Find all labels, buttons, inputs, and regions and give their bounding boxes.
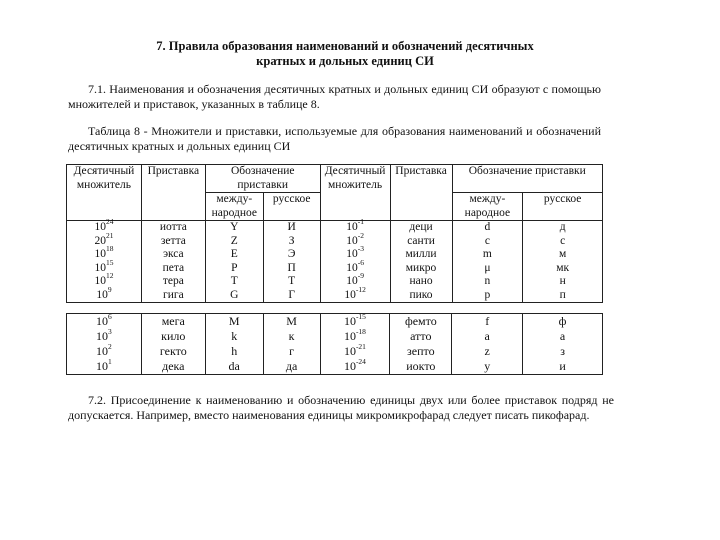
multiplier-cell: $10^{-21}$ [343, 342, 366, 358]
table-row [67, 221, 603, 303]
multiplier-cell: $10^{-6}$ [346, 257, 364, 274]
multiplier-cell: $10^{-24}$ [343, 357, 366, 373]
prefix-cell: иотта [159, 221, 187, 233]
intl-cell: P [231, 261, 238, 274]
rus-column-right [523, 314, 603, 375]
rus-cell: з [560, 344, 565, 358]
intl-cell: d [484, 221, 491, 233]
prefix-table-bottom [66, 313, 603, 375]
intl-cell: E [230, 248, 238, 260]
header-international-right: между-народное [452, 193, 523, 221]
multiplier-cell: $10^6$ [96, 312, 112, 328]
intl-cell: h [231, 344, 238, 358]
intl-cell: da [228, 359, 240, 373]
intl-cell: c [484, 234, 490, 247]
multiplier-cell: $10^{-18}$ [343, 327, 366, 343]
intl-column [205, 314, 263, 375]
rus-cell: мк [556, 261, 570, 274]
multiplier-cell: $10^{-9}$ [346, 271, 364, 287]
multiplier-cell: $10^9$ [96, 284, 112, 301]
rus-cell: Г [288, 288, 295, 301]
intl-cell: n [484, 275, 491, 287]
multiplier-cell: $20^{21}$ [94, 230, 114, 247]
paragraph-7-2-text: 7.2. Присоединение к наименованию и обозначению единицы двух или более приставок подряд не допускается. Например, вместо наименования единицы микромикрофарад следует писать пикофарад. [68, 393, 614, 422]
paragraph-7-2 [68, 393, 614, 422]
prefix-cell: атто [410, 329, 432, 343]
rus-cell: М [286, 314, 297, 328]
rus-cell: н [559, 275, 566, 287]
prefix-cell: дека [162, 359, 185, 373]
prefix-cell: пико [409, 288, 433, 301]
prefix-cell: экса [163, 248, 184, 260]
multiplier-cell: $10^{18}$ [94, 244, 114, 260]
prefix-cell: деци [409, 221, 433, 233]
intl-cell: Y [230, 221, 239, 233]
prefix-cell: гига [163, 288, 184, 301]
rus-cell: г [289, 344, 295, 358]
multiplier-column-right [320, 314, 390, 375]
prefix-cell: милли [405, 248, 437, 260]
intl-cell: y [484, 359, 491, 373]
intl-cell: f [485, 314, 490, 328]
rus-cell: и [559, 359, 566, 373]
header-russian: русское [263, 193, 320, 221]
rus-cell: Т [288, 275, 296, 287]
header-row [67, 165, 603, 193]
multiplier-cell: $10^1$ [96, 357, 112, 373]
intl-cell: k [231, 329, 238, 343]
multiplier-cell: $10^2$ [96, 342, 112, 358]
intl-cell: μ [484, 261, 491, 274]
prefix-column [141, 314, 205, 375]
rus-cell: да [285, 359, 298, 373]
title-line-2: кратных и дольных единиц СИ [256, 54, 434, 68]
prefix-cell: микро [405, 261, 437, 274]
title-line-1: 7. Правила образования наименований и обозначений десятичных [156, 39, 534, 53]
intl-cell: G [230, 288, 239, 301]
paragraph-7-1-text: 7.1. Наименования и обозначения десятичных кратных и дольных единиц СИ образуют с помощью множителей и приставок, указанных в таблице 8. [68, 82, 601, 111]
prefix-cell: зепто [407, 344, 435, 358]
prefix-cell: фемто [404, 314, 437, 328]
header-russian-right: русское [523, 193, 603, 221]
multiplier-cell: $10^{12}$ [94, 271, 114, 287]
prefix-column [141, 221, 205, 303]
rus-cell: к [288, 329, 295, 343]
multiplier-cell: $10^{-12}$ [344, 284, 366, 301]
rus-column [263, 314, 320, 375]
intl-column-right [452, 314, 523, 375]
prefix-cell: иокто [406, 359, 436, 373]
prefix-cell: нано [409, 275, 433, 287]
prefix-cell: мега [161, 314, 185, 328]
prefix-cell: зетта [160, 234, 186, 247]
header-prefix: Приставка [141, 165, 205, 221]
rus-cell: П [287, 261, 296, 274]
page-title [0, 39, 690, 69]
prefix-column-right [390, 221, 452, 303]
prefix-cell: санти [407, 234, 435, 247]
prefix-cell: гекто [159, 344, 187, 358]
header-designation: Обозначение приставки [205, 165, 320, 193]
prefix-table-top [66, 164, 603, 303]
rus-cell: п [559, 288, 566, 301]
rus-cell: с [560, 234, 566, 247]
prefix-cell: кило [161, 329, 186, 343]
rus-cell: З [288, 234, 295, 247]
intl-cell: z [484, 344, 490, 358]
rus-column [263, 221, 320, 303]
multiplier-cell: $10^{-1}$ [346, 217, 364, 233]
intl-cell: T [230, 275, 238, 287]
multiplier-column-right [320, 217, 390, 303]
intl-cell: Z [230, 234, 238, 247]
rus-cell: а [559, 329, 566, 343]
header-designation-right: Обозначение приставки [452, 165, 603, 193]
header-multiplier: Десятичный множитель [67, 165, 142, 221]
table-row [67, 314, 603, 375]
intl-cell: M [228, 314, 240, 328]
table-caption-text: Таблица 8 - Множители и приставки, используемые для образования наименований и обозначений десятичных кратных и дольных единиц СИ [68, 124, 601, 153]
rus-cell: Э [287, 248, 296, 260]
header-multiplier-right: Десятичный множитель [320, 165, 390, 221]
rus-cell: м [559, 248, 567, 260]
multiplier-cell: $10^{-3}$ [346, 244, 364, 260]
intl-column [205, 221, 263, 303]
prefix-cell: тера [162, 275, 184, 287]
header-prefix-right: Приставка [390, 165, 452, 221]
rus-cell: И [287, 221, 296, 233]
paragraph-7-1 [68, 82, 601, 111]
multiplier-cell: $10^{-2}$ [346, 230, 364, 247]
intl-column-right [452, 221, 523, 303]
intl-cell: m [482, 248, 492, 260]
multiplier-cell: $10^3$ [96, 327, 112, 343]
intl-cell: p [484, 288, 491, 301]
rus-column-right [523, 221, 603, 303]
multiplier-column [67, 314, 142, 375]
intl-cell: a [484, 329, 490, 343]
prefix-cell: пета [162, 261, 185, 274]
table-caption [68, 124, 601, 153]
multiplier-cell: $10^{24}$ [94, 217, 114, 233]
prefix-column-right [390, 314, 452, 375]
multiplier-column [67, 217, 142, 303]
rus-cell: ф [558, 314, 567, 328]
multiplier-cell: $10^{15}$ [94, 257, 114, 274]
multiplier-cell: $10^{-15}$ [343, 312, 366, 328]
header-international: между-народное [205, 193, 263, 221]
rus-cell: д [559, 221, 566, 233]
